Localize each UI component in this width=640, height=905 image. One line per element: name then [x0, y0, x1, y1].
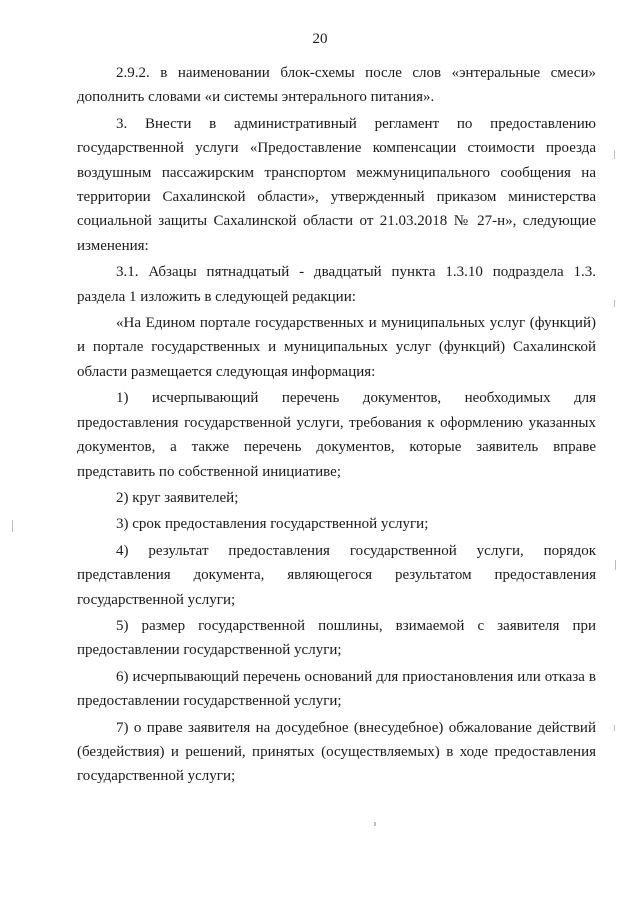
scan-artifact — [614, 300, 615, 307]
document-body — [77, 61, 596, 791]
list-item-7: 7) о праве заявителя на досудебное (внесудебное) обжалование действий (бездействия) и решений, принятых (осуществляемых) в ходе предоставления государственной услуги; — [77, 719, 596, 785]
paragraph-3-1: 3.1. Абзацы пятнадцатый - двадцатый пункта 1.3.10 подраздела 1.3. раздела 1 изложить в следующей редакции: — [77, 264, 596, 305]
paragraph-portal-info: «На Едином портале государственных и муниципальных услуг (функций) и портале государственных и муниципальных услуг (функций) Сахалинской области размещается следующая информация: — [77, 315, 596, 380]
list-item-4: 4) результат предоставления государственной услуги, порядок представления документа, являющегося результатом предоставления государственной услуги; — [77, 542, 596, 608]
scan-artifact — [614, 725, 615, 731]
scan-artifact — [614, 150, 615, 159]
scan-artifact — [12, 520, 13, 532]
list-item-1: 1) исчерпывающий перечень документов, необходимых для предоставления государственной услуги, требования к оформлению указанных документов, а также перечень документов, которые заявитель вправе представить по собственной инициативе; — [77, 390, 596, 480]
scan-artifact — [374, 822, 376, 826]
page-number: 20 — [312, 31, 328, 47]
list-item-2: 2) круг заявителей; — [116, 489, 239, 506]
list-item-3: 3) срок предоставления государственной услуги; — [116, 516, 429, 533]
scan-artifact — [615, 560, 616, 570]
list-item-6: 6) исчерпывающий перечень оснований для приостановления или отказа в предоставлении государственной услуги; — [77, 668, 596, 710]
paragraph-2-9-2: 2.9.2. в наименовании блок-схемы после слов «энтеральные смеси» дополнить словами «и системы энтерального питания». — [77, 65, 596, 106]
paragraph-3: 3. Внести в административный регламент по предоставлению государственной услуги «Предоставление компенсации стоимости проезда воздушным пассажирским транспортом межмуниципального сообщения на территории Сахалинской области», утвержденный приказом министерства социальной защиты Сахалинской области от 21.03.2018 № 27-н», следующие изменения: — [77, 115, 596, 254]
list-item-5: 5) размер государственной пошлины, взимаемой с заявителя при предоставлении государственной услуги; — [77, 617, 596, 659]
